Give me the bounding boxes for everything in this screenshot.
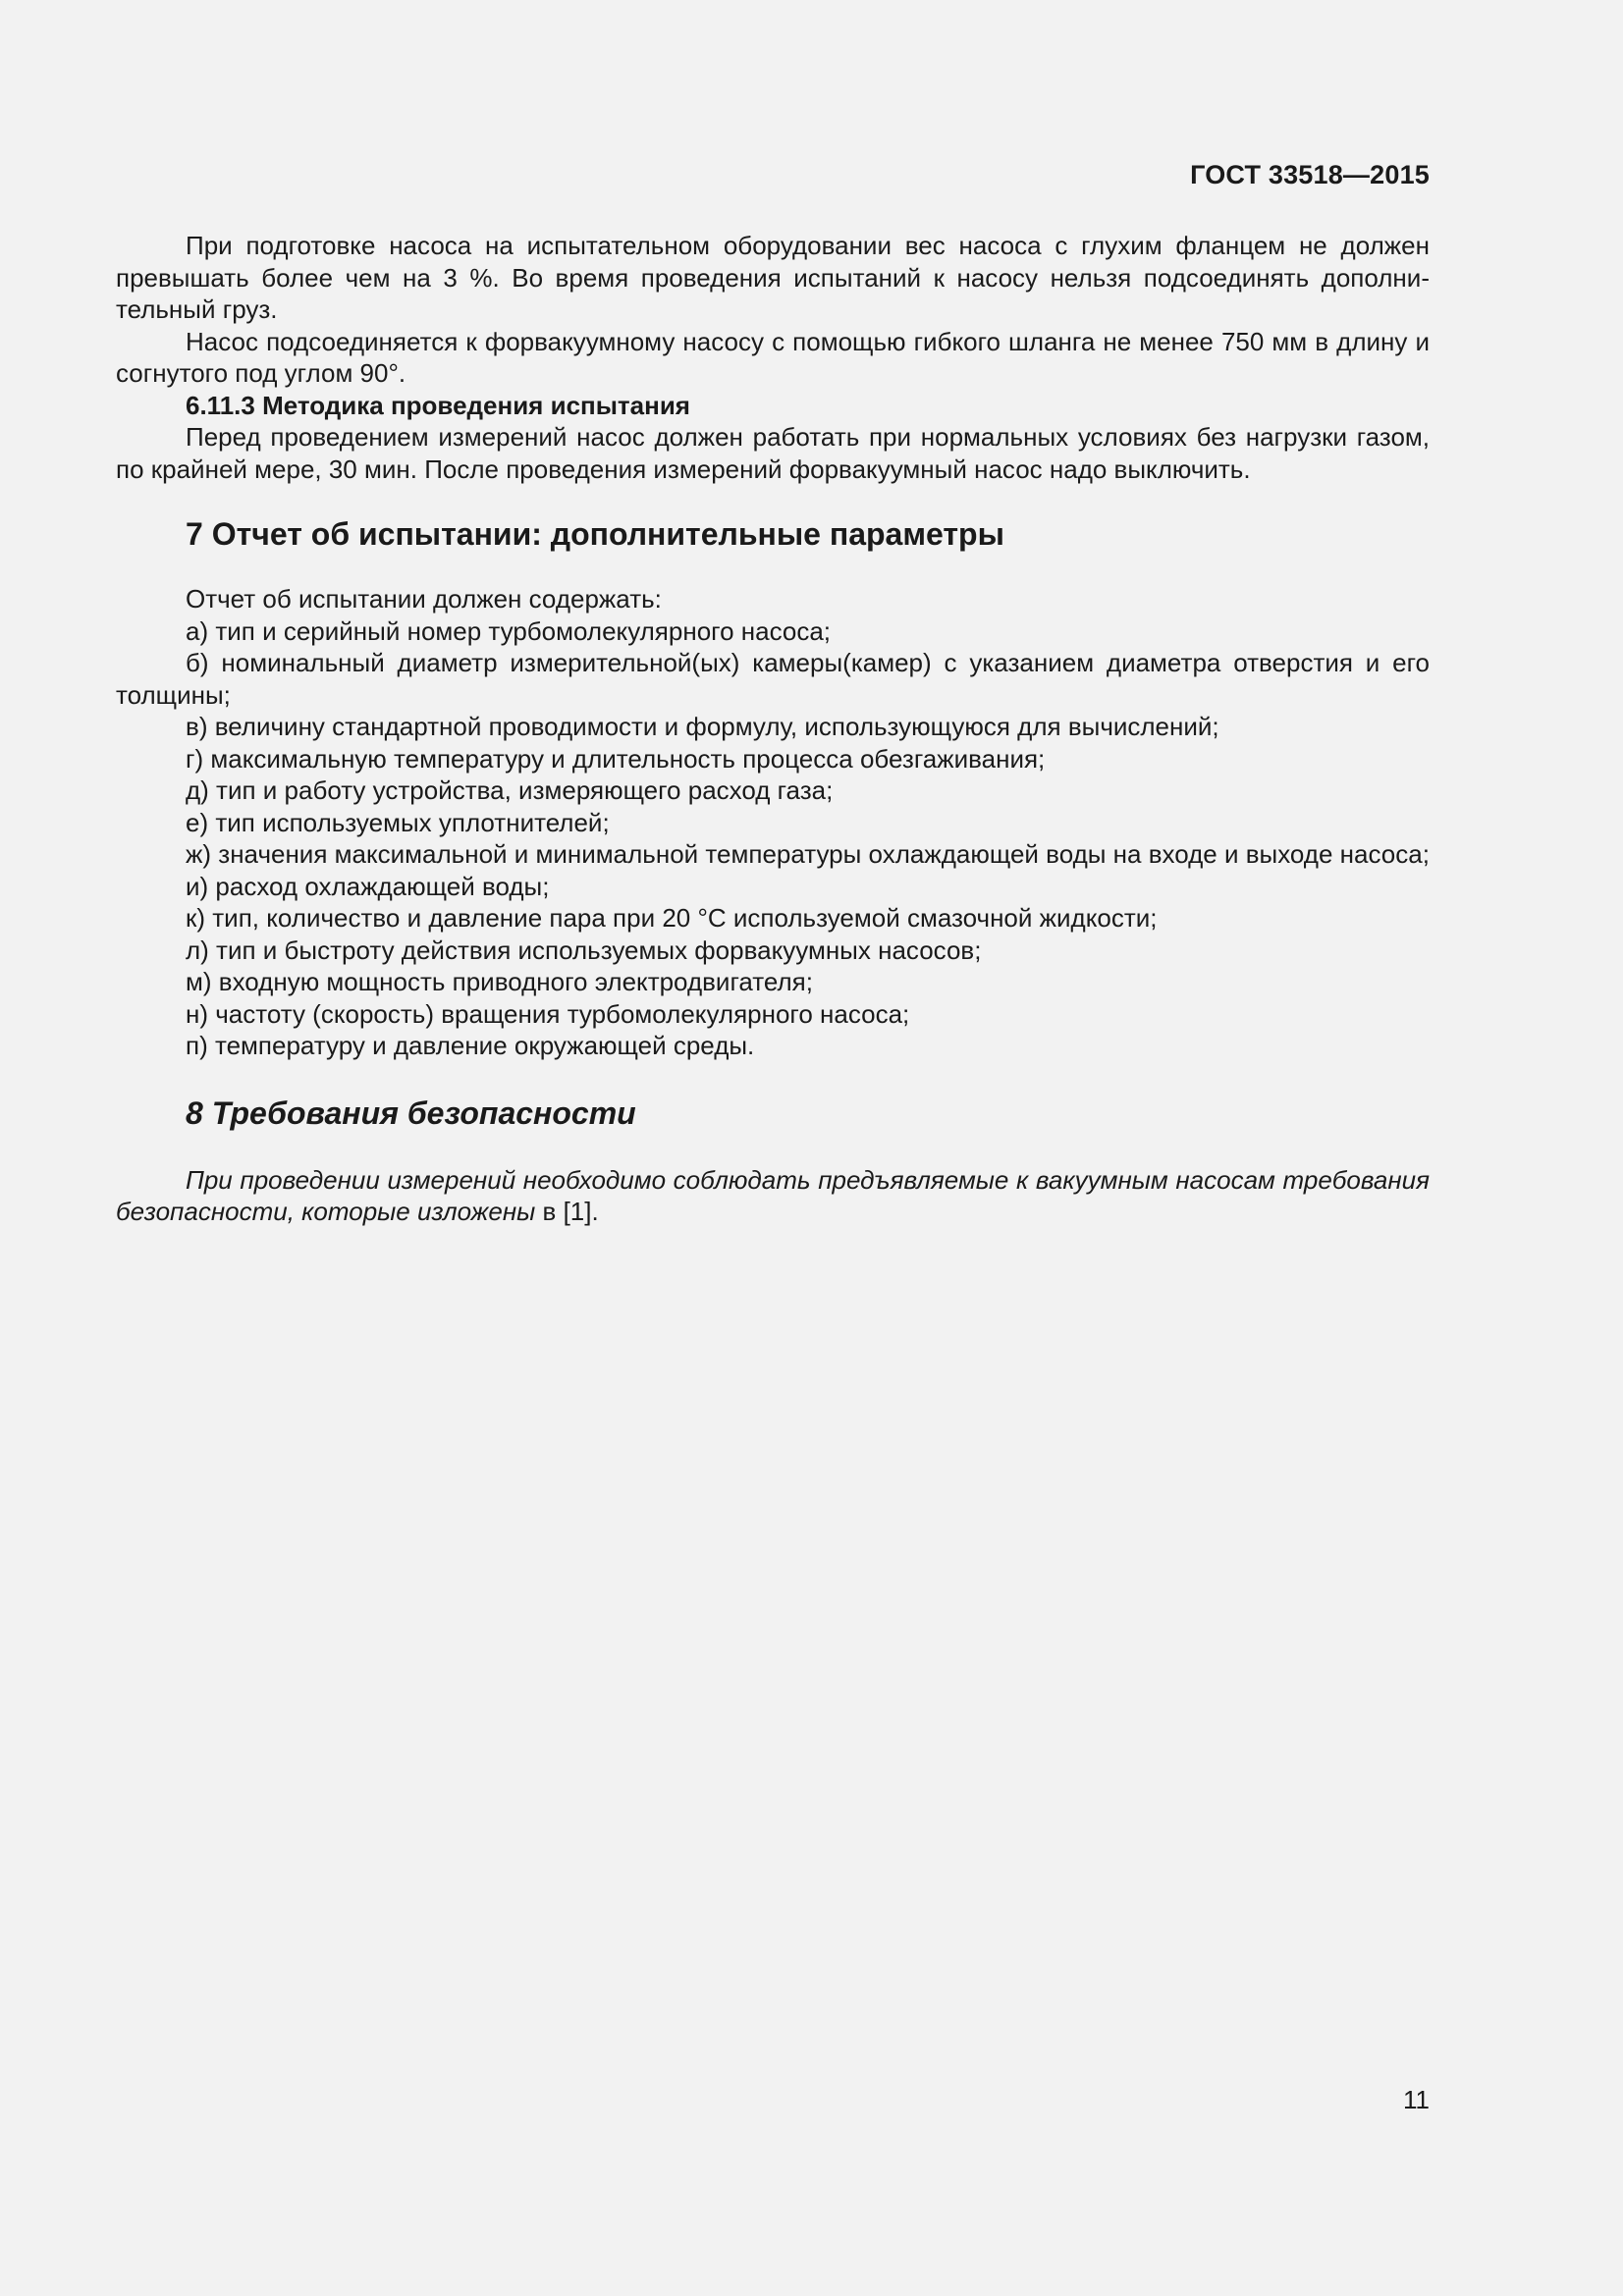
safety-text-reference: в [1]. [535,1197,599,1226]
list-item: и) расход охлаждающей воды; [186,871,550,901]
list-item: б) номинальный диаметр измерительной(ых) камеры(камер) с указанием диаметра отверстия и его толщины; [116,648,1430,710]
document-body [116,230,1430,1228]
section-7-lead: Отчет об испытании должен содержать: [186,584,662,614]
report-items-list [116,615,1430,1062]
paragraph-pump-connection: Насос подсоединяется к форвакуумному насосу с помощью гибкого шланга не менее 750 мм в длину и согнутого под углом 90°. [116,326,1430,388]
list-item: г) максимальную температуру и длительность процесса обезгаживания; [186,743,1046,774]
list-item: м) входную мощность приводного электродвигателя; [186,967,813,996]
list-item: д) тип и работу устройства, измеряющего расход газа; [186,775,834,805]
section-7-title: 7 Отчет об испытании: дополнительные параметры [186,516,1004,552]
list-item: е) тип используемых уплотнителей; [186,807,610,837]
paragraph-test-method: Перед проведением измерений насос должен работать при нормальных условиях без нагрузки газом, по крайней мере, 30 мин. После проведения измерений форвакуумный насос надо выключить. [116,422,1430,484]
list-item: в) величину стандартной проводимости и формулу, использующуюся для вычислений; [186,712,1219,741]
paragraph-pump-preparation: При подготовке насоса на испытательном оборудовании вес насоса с глухим фланцем не должен превышать более чем на 3 %. Во время проведения испытаний к насосу нельзя подсоединять дополнительный груз. [116,231,1430,324]
list-item: а) тип и серийный номер турбомолекулярного насоса; [186,615,832,646]
subsection-title: 6.11.3 Методика проведения испытания [186,390,690,420]
document-page [116,0,1430,2296]
section-8-title: 8 Требования безопасности [186,1095,636,1131]
paragraph-safety-requirements [116,1164,1430,1228]
list-item: ж) значения максимальной и минимальной температуры охлаждающей воды на входе и выходе насоса; [186,839,1430,869]
list-item: к) тип, количество и давление пара при 20 °С используемой смазочной жидкости; [186,903,1158,933]
document-code: ГОСТ 33518—2015 [1190,160,1430,189]
list-item: п) температуру и давление окружающей среды. [186,1031,755,1060]
page-number: 11 [1403,2085,1430,2114]
list-item: л) тип и быстроту действия используемых форвакуумных насосов; [186,934,982,965]
list-item: н) частоту (скорость) вращения турбомолекулярного насоса; [186,998,910,1029]
safety-text-italic: При проведении измерений необходимо соблюдать предъявляемые к вакуумным насосам требования безопасности, которые изложены [116,1164,1430,1226]
